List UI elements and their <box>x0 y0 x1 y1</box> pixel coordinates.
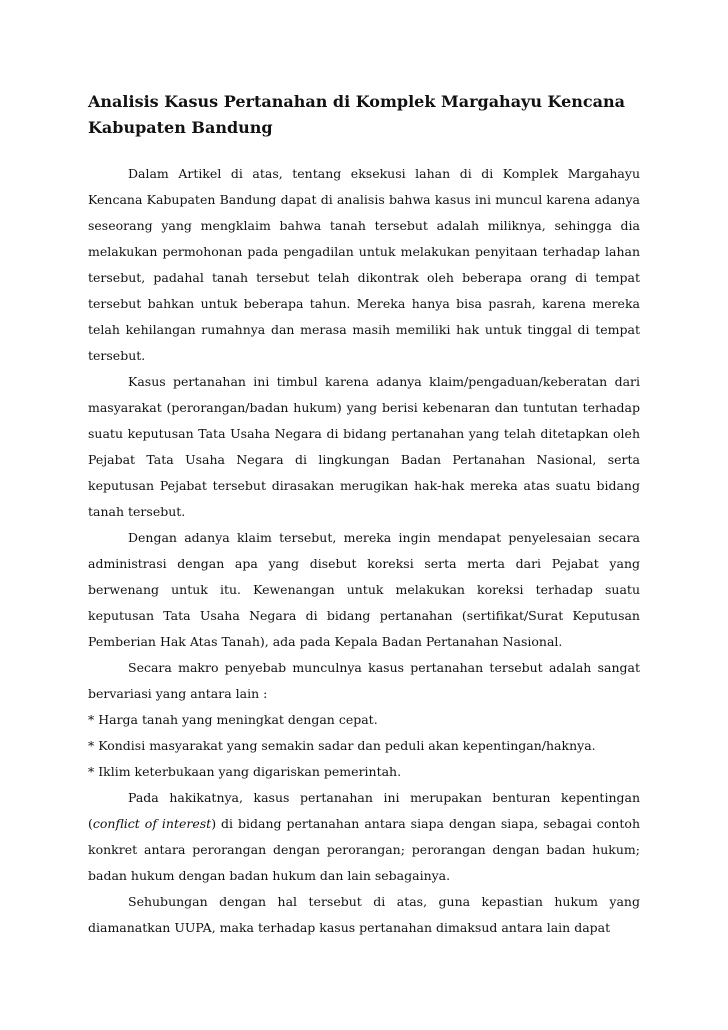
paragraph-6: Sehubungan dengan hal tersebut di atas, guna kepastian hukum yang diamanatkan UUPA, maka terhadap kasus pertanahan dimaksud antara lain dapat <box>88 894 640 935</box>
paragraph-1: Dalam Artikel di atas, tentang eksekusi lahan di di Komplek Margahayu Kencana Kabupaten Bandung dapat di analisis bahwa kasus ini muncul karena adanya seseorang yang mengklaim bahwa tanah tersebut adalah miliknya, sehingga dia melakukan permohonan pada pengadilan untuk melakukan penyitaan terhadap lahan tersebut, padahal tanah tersebut telah dikontrak oleh beberapa orang di tempat tersebut bahkan untuk beberapa tahun. Mereka hanya bisa pasrah, karena mereka telah kehilangan rumahnya dan merasa masih memiliki hak untuk tinggal di tempat tersebut. <box>88 166 640 363</box>
bullet-item: * Iklim keterbukaan yang digariskan pemerintah. <box>88 764 402 779</box>
paragraph-5-text-end: ) di bidang pertanahan antara siapa dengan siapa, sebagai contoh konkret antara perorangan dengan perorangan; perorangan dengan badan hukum; badan hukum dengan badan hukum dan lain sebagainya. <box>88 816 640 883</box>
paragraph-5-text-start: Pada hakikatnya, kasus pertanahan ini merupakan benturan kepentingan ( <box>88 790 640 831</box>
document-title <box>88 89 640 141</box>
conflict-of-interest-term: conflict of interest <box>92 816 212 831</box>
title-line-1: Analisis Kasus Pertanahan di Komplek Margahayu Kencana <box>88 92 626 111</box>
bullet-item: * Harga tanah yang meningkat dengan cepat. <box>88 712 378 727</box>
paragraph-5 <box>88 785 640 889</box>
document-page <box>88 89 640 941</box>
paragraph-2: Kasus pertanahan ini timbul karena adanya klaim/pengaduan/keberatan dari masyarakat (perorangan/badan hukum) yang berisi kebenaran dan tuntutan terhadap suatu keputusan Tata Usaha Negara di bidang pertanahan yang telah ditetapkan oleh Pejabat Tata Usaha Negara di lingkungan Badan Pertanahan Nasional, serta keputusan Pejabat tersebut dirasakan merugikan hak-hak mereka atas suatu bidang tanah tersebut. <box>88 374 640 519</box>
bullet-item: * Kondisi masyarakat yang semakin sadar dan peduli akan kepentingan/haknya. <box>88 738 596 753</box>
paragraph-4: Secara makro penyebab munculnya kasus pertanahan tersebut adalah sangat bervariasi yang antara lain : <box>88 660 640 701</box>
paragraph-3: Dengan adanya klaim tersebut, mereka ingin mendapat penyelesaian secara administrasi dengan apa yang disebut koreksi serta merta dari Pejabat yang berwenang untuk itu. Kewenangan untuk melakukan koreksi terhadap suatu keputusan Tata Usaha Negara di bidang pertanahan (sertifikat/Surat Keputusan Pemberian Hak Atas Tanah), ada pada Kepala Badan Pertanahan Nasional. <box>88 530 640 649</box>
title-line-2: Kabupaten Bandung <box>88 118 273 137</box>
